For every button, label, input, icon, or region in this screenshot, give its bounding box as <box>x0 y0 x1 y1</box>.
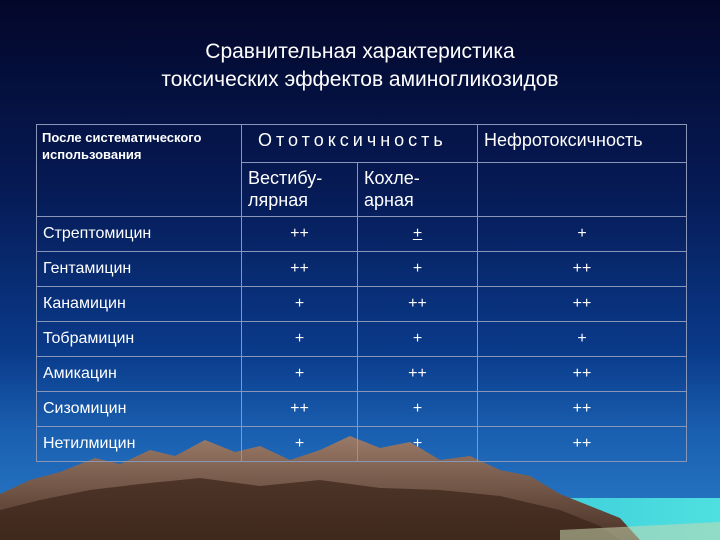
drug-name: Амикацин <box>37 357 242 392</box>
header-row <box>37 125 687 163</box>
drug-name: Гентамицин <box>37 252 242 287</box>
cochlear-header-line-2: арная <box>364 190 414 210</box>
drug-name: Канамицин <box>37 287 242 322</box>
table-row <box>37 392 687 427</box>
table-row <box>37 357 687 392</box>
corner-header: После систематического использования <box>37 125 242 217</box>
vestibular-value: + <box>242 357 358 392</box>
nephro-value: ++ <box>478 357 687 392</box>
table-row <box>37 252 687 287</box>
cochlear-value: ++ <box>358 357 478 392</box>
cochlear-value: ++ <box>358 287 478 322</box>
table-row <box>37 217 687 252</box>
drug-name: Стрептомицин <box>37 217 242 252</box>
drug-name: Нетилмицин <box>37 427 242 462</box>
slide-title-line-1: Сравнительная характеристика <box>205 40 515 63</box>
vestibular-value: + <box>242 322 358 357</box>
drug-name: Тобрамицин <box>37 322 242 357</box>
vestibular-value: ++ <box>242 217 358 252</box>
vestibular-header-line-2: лярная <box>248 190 308 210</box>
vestibular-value: ++ <box>242 252 358 287</box>
table-row <box>37 322 687 357</box>
cochlear-value <box>358 217 478 252</box>
nephro-value: ++ <box>478 252 687 287</box>
nephro-value: ++ <box>478 392 687 427</box>
cochlear-value: + <box>358 322 478 357</box>
cochlear-value: + <box>358 427 478 462</box>
cochlear-value: + <box>358 392 478 427</box>
table-row <box>37 427 687 462</box>
slide-title-line-2: токсических эффектов аминогликозидов <box>161 68 559 91</box>
cochlear-value: + <box>358 252 478 287</box>
vestibular-header-line-1: Вестибу- <box>248 168 323 188</box>
slide-title <box>0 38 720 94</box>
nephro-value: + <box>478 217 687 252</box>
vestibular-value: ++ <box>242 392 358 427</box>
nephro-subheader-empty <box>478 163 687 217</box>
cochlear-value-text: + <box>412 225 423 242</box>
nephro-value: ++ <box>478 287 687 322</box>
cochlear-header <box>358 163 478 217</box>
nephrotoxicity-header: Нефротоксичность <box>478 125 687 163</box>
drug-name: Сизомицин <box>37 392 242 427</box>
vestibular-value: + <box>242 287 358 322</box>
table-row <box>37 287 687 322</box>
nephro-value: ++ <box>478 427 687 462</box>
aminoglycoside-table <box>36 124 687 462</box>
cochlear-header-line-1: Кохле- <box>364 168 420 188</box>
vestibular-header <box>242 163 358 217</box>
ototoxicity-header: Ототоксичность <box>242 125 478 163</box>
nephro-value: + <box>478 322 687 357</box>
vestibular-value: + <box>242 427 358 462</box>
